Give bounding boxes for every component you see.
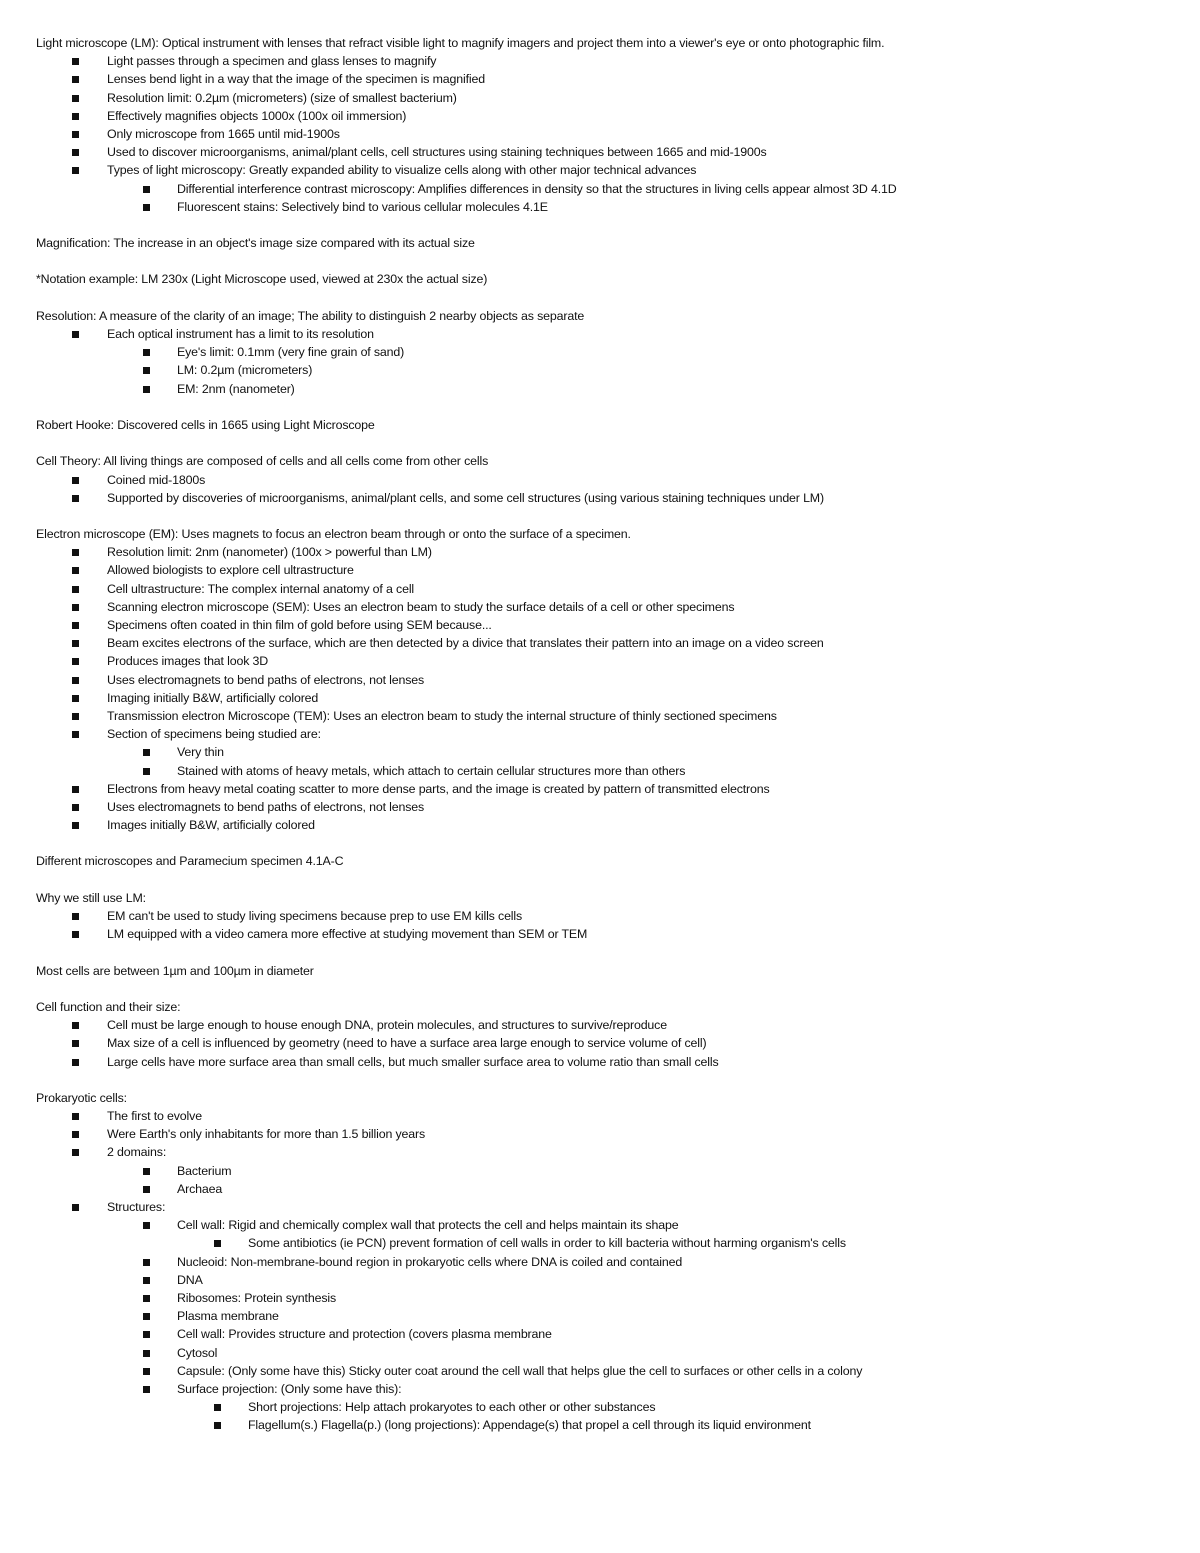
square-bullet-icon bbox=[143, 1277, 150, 1284]
line-text: Imaging initially B&W, artificially colored bbox=[107, 690, 319, 705]
line-text: Transmission electron Microscope (TEM): Uses an electron beam to study the internal structure of thinly sectioned specimens bbox=[107, 708, 777, 723]
square-bullet-icon bbox=[143, 386, 150, 393]
heading-line bbox=[36, 852, 1176, 870]
square-bullet-icon bbox=[72, 931, 79, 938]
line-text: LM equipped with a video camera more effective at studying movement than SEM or TEM bbox=[107, 927, 588, 942]
square-bullet-icon bbox=[143, 768, 150, 775]
square-bullet-icon bbox=[143, 1368, 150, 1375]
line-text: Large cells have more surface area than small cells, but much smaller surface area to volume ratio than small cells bbox=[107, 1054, 719, 1069]
square-bullet-icon bbox=[143, 1168, 150, 1175]
line-text: Capsule: (Only some have this) Sticky outer coat around the cell wall that helps glue the cell to surfaces or other cells in a colony bbox=[177, 1363, 863, 1378]
bullet-item-level-1 bbox=[36, 89, 1176, 107]
line-text: Produces images that look 3D bbox=[107, 654, 269, 669]
line-text: Most cells are between 1µm and 100µm in diameter bbox=[36, 963, 314, 978]
square-bullet-icon bbox=[143, 1313, 150, 1320]
line-text: Cytosol bbox=[177, 1345, 218, 1360]
square-bullet-icon bbox=[72, 677, 79, 684]
bullet-item-level-1 bbox=[36, 125, 1176, 143]
square-bullet-icon bbox=[143, 1350, 150, 1357]
square-bullet-icon bbox=[72, 1113, 79, 1120]
square-bullet-icon bbox=[72, 113, 79, 120]
line-text: Cell function and their size: bbox=[36, 999, 181, 1014]
bullet-item-level-1 bbox=[36, 707, 1176, 725]
line-text: Lenses bend light in a way that the image of the specimen is magnified bbox=[107, 72, 485, 87]
bullet-item-level-2 bbox=[36, 1344, 1176, 1362]
bullet-item-level-2 bbox=[36, 180, 1176, 198]
heading-line bbox=[36, 416, 1176, 434]
bullet-item-level-2 bbox=[36, 343, 1176, 361]
bullet-item-level-1 bbox=[36, 652, 1176, 670]
blank-line bbox=[36, 398, 1176, 416]
blank-line bbox=[36, 1071, 1176, 1089]
bullet-item-level-1 bbox=[36, 143, 1176, 161]
bullet-item-level-1 bbox=[36, 70, 1176, 88]
line-text: Plasma membrane bbox=[177, 1309, 279, 1324]
line-text: Each optical instrument has a limit to its resolution bbox=[107, 327, 374, 341]
line-text: Resolution limit: 2nm (nanometer) (100x > powerful than LM) bbox=[107, 545, 432, 560]
square-bullet-icon bbox=[143, 1186, 150, 1193]
line-text: Light passes through a specimen and glass lenses to magnify bbox=[107, 54, 437, 69]
bullet-item-level-2 bbox=[36, 1362, 1176, 1380]
blank-line bbox=[36, 871, 1176, 889]
line-text: Bacterium bbox=[177, 1163, 232, 1178]
line-text: Were Earth's only inhabitants for more than 1.5 billion years bbox=[107, 1127, 426, 1142]
square-bullet-icon bbox=[214, 1422, 221, 1429]
square-bullet-icon bbox=[143, 1259, 150, 1266]
blank-line bbox=[36, 980, 1176, 998]
line-text: Cell ultrastructure: The complex internal anatomy of a cell bbox=[107, 581, 415, 596]
line-text: LM: 0.2µm (micrometers) bbox=[177, 363, 313, 378]
line-text: Eye's limit: 0.1mm (very fine grain of sand) bbox=[177, 345, 405, 360]
bullet-item-level-1 bbox=[36, 561, 1176, 579]
line-text: Prokaryotic cells: bbox=[36, 1090, 127, 1105]
bullet-item-level-2 bbox=[36, 380, 1176, 398]
blank-line bbox=[36, 434, 1176, 452]
bullet-item-level-1 bbox=[36, 671, 1176, 689]
bullet-item-level-1 bbox=[36, 471, 1176, 489]
square-bullet-icon bbox=[72, 167, 79, 174]
line-text: Cell wall: Provides structure and protection (covers plasma membrane bbox=[177, 1327, 552, 1342]
line-text: Light microscope (LM): Optical instrument with lenses that refract visible light to magnify imagers and project them into a viewer's eye or onto photographic film. bbox=[36, 36, 885, 50]
line-text: Ribosomes: Protein synthesis bbox=[177, 1290, 337, 1305]
square-bullet-icon bbox=[72, 604, 79, 611]
bullet-item-level-1 bbox=[36, 798, 1176, 816]
square-bullet-icon bbox=[72, 658, 79, 665]
blank-line bbox=[36, 943, 1176, 961]
bullet-item-level-1 bbox=[36, 52, 1176, 70]
square-bullet-icon bbox=[143, 186, 150, 193]
bullet-item-level-1 bbox=[36, 1143, 1176, 1161]
square-bullet-icon bbox=[72, 95, 79, 102]
square-bullet-icon bbox=[72, 1059, 79, 1066]
blank-line bbox=[36, 507, 1176, 525]
line-text: Section of specimens being studied are: bbox=[107, 727, 321, 742]
square-bullet-icon bbox=[72, 495, 79, 502]
line-text: Short projections: Help attach prokaryotes to each other or other substances bbox=[248, 1400, 656, 1415]
bullet-item-level-1 bbox=[36, 325, 1176, 343]
square-bullet-icon bbox=[72, 1131, 79, 1138]
heading-line bbox=[36, 234, 1176, 252]
bullet-item-level-2 bbox=[36, 1307, 1176, 1325]
line-text: DNA bbox=[177, 1272, 203, 1287]
line-text: Uses electromagnets to bend paths of electrons, not lenses bbox=[107, 799, 425, 814]
line-text: Structures: bbox=[107, 1200, 166, 1214]
line-text: Scanning electron microscope (SEM): Uses an electron beam to study the surface details of a cell or other specimens bbox=[107, 599, 735, 614]
bullet-item-level-1 bbox=[36, 580, 1176, 598]
blank-line bbox=[36, 216, 1176, 234]
square-bullet-icon bbox=[72, 822, 79, 829]
line-text: Electron microscope (EM): Uses magnets to focus an electron beam through or onto the surface of a specimen. bbox=[36, 527, 631, 542]
heading-line bbox=[36, 998, 1176, 1016]
bullet-item-level-2 bbox=[36, 1180, 1176, 1198]
line-text: Resolution: A measure of the clarity of an image; The ability to distinguish 2 nearby objects as separate bbox=[36, 308, 585, 323]
line-text: Used to discover microorganisms, animal/plant cells, cell structures using staining techniques between 1665 and mid-1900s bbox=[107, 145, 767, 160]
bullet-item-level-1 bbox=[36, 634, 1176, 652]
bullet-item-level-2 bbox=[36, 762, 1176, 780]
line-text: Cell Theory: All living things are composed of cells and all cells come from other cells bbox=[36, 454, 489, 469]
heading-line bbox=[36, 34, 1176, 52]
bullet-item-level-3 bbox=[36, 1398, 1176, 1416]
line-text: Effectively magnifies objects 1000x (100x oil immersion) bbox=[107, 108, 407, 123]
heading-line bbox=[36, 1089, 1176, 1107]
bullet-item-level-1 bbox=[36, 725, 1176, 743]
line-text: Nucleoid: Non-membrane-bound region in prokaryotic cells where DNA is coiled and contained bbox=[177, 1254, 683, 1269]
bullet-item-level-1 bbox=[36, 1016, 1176, 1034]
heading-line bbox=[36, 525, 1176, 543]
line-text: Differential interference contrast microscopy: Amplifies differences in density so that the structures in living cells appear almost 3D 4.1D bbox=[177, 181, 897, 196]
bullet-item-level-2 bbox=[36, 1216, 1176, 1234]
square-bullet-icon bbox=[72, 331, 79, 338]
line-text: Electrons from heavy metal coating scatter to more dense parts, and the image is created by pattern of transmitted electrons bbox=[107, 781, 770, 796]
line-text: Types of light microscopy: Greatly expanded ability to visualize cells along with other major technical advances bbox=[107, 163, 697, 178]
bullet-item-level-1 bbox=[36, 107, 1176, 125]
blank-line bbox=[36, 834, 1176, 852]
square-bullet-icon bbox=[72, 713, 79, 720]
square-bullet-icon bbox=[72, 913, 79, 920]
square-bullet-icon bbox=[72, 1040, 79, 1047]
line-text: Fluorescent stains: Selectively bind to various cellular molecules 4.1E bbox=[177, 199, 548, 214]
line-text: Surface projection: (Only some have this): bbox=[177, 1381, 402, 1396]
square-bullet-icon bbox=[72, 149, 79, 156]
bullet-item-level-2 bbox=[36, 1325, 1176, 1343]
square-bullet-icon bbox=[72, 477, 79, 484]
square-bullet-icon bbox=[72, 786, 79, 793]
square-bullet-icon bbox=[72, 131, 79, 138]
line-text: Supported by discoveries of microorganisms, animal/plant cells, and some cell structures (using various staining techniques under LM) bbox=[107, 490, 824, 505]
blank-line bbox=[36, 252, 1176, 270]
square-bullet-icon bbox=[143, 204, 150, 211]
square-bullet-icon bbox=[72, 804, 79, 811]
bullet-item-level-2 bbox=[36, 1162, 1176, 1180]
square-bullet-icon bbox=[72, 622, 79, 629]
line-text: Flagellum(s.) Flagella(p.) (long projections): Appendage(s) that propel a cell through its liquid environment bbox=[248, 1418, 811, 1433]
line-text: EM: 2nm (nanometer) bbox=[177, 381, 295, 396]
square-bullet-icon bbox=[72, 1149, 79, 1156]
bullet-item-level-2 bbox=[36, 1380, 1176, 1398]
line-text: *Notation example: LM 230x (Light Microscope used, viewed at 230x the actual size) bbox=[36, 272, 488, 287]
bullet-item-level-1 bbox=[36, 489, 1176, 507]
bullet-item-level-1 bbox=[36, 925, 1176, 943]
square-bullet-icon bbox=[214, 1404, 221, 1411]
line-text: Uses electromagnets to bend paths of electrons, not lenses bbox=[107, 672, 425, 687]
bullet-item-level-1 bbox=[36, 907, 1176, 925]
line-text: 2 domains: bbox=[107, 1145, 167, 1160]
line-text: Some antibiotics (ie PCN) prevent formation of cell walls in order to kill bacteria without harming organism's cells bbox=[248, 1236, 846, 1251]
bullet-item-level-2 bbox=[36, 361, 1176, 379]
bullet-item-level-3 bbox=[36, 1234, 1176, 1252]
bullet-item-level-1 bbox=[36, 780, 1176, 798]
bullet-item-level-2 bbox=[36, 198, 1176, 216]
square-bullet-icon bbox=[72, 586, 79, 593]
bullet-item-level-2 bbox=[36, 1289, 1176, 1307]
heading-line bbox=[36, 270, 1176, 288]
line-text: Magnification: The increase in an object's image size compared with its actual size bbox=[36, 236, 475, 251]
square-bullet-icon bbox=[72, 58, 79, 65]
line-text: Specimens often coated in thin film of gold before using SEM because... bbox=[107, 618, 492, 632]
line-text: The first to evolve bbox=[107, 1109, 202, 1124]
bullet-item-level-1 bbox=[36, 1053, 1176, 1071]
line-text: Beam excites electrons of the surface, which are then detected by a divice that translates their pattern into an image on a video screen bbox=[107, 636, 824, 651]
square-bullet-icon bbox=[143, 367, 150, 374]
line-text: Allowed biologists to explore cell ultrastructure bbox=[107, 563, 354, 578]
bullet-item-level-2 bbox=[36, 743, 1176, 761]
square-bullet-icon bbox=[143, 1386, 150, 1393]
square-bullet-icon bbox=[143, 1295, 150, 1302]
line-text: Robert Hooke: Discovered cells in 1665 using Light Microscope bbox=[36, 417, 375, 432]
heading-line bbox=[36, 452, 1176, 470]
square-bullet-icon bbox=[72, 1022, 79, 1029]
line-text: Why we still use LM: bbox=[36, 890, 146, 905]
line-text: Stained with atoms of heavy metals, which attach to certain cellular structures more than others bbox=[177, 763, 686, 778]
blank-line bbox=[36, 289, 1176, 307]
line-text: Max size of a cell is influenced by geometry (need to have a surface area large enough to service volume of cell) bbox=[107, 1036, 707, 1051]
line-text: Very thin bbox=[177, 745, 224, 760]
heading-line bbox=[36, 889, 1176, 907]
heading-line bbox=[36, 962, 1176, 980]
square-bullet-icon bbox=[72, 640, 79, 647]
line-text: Cell must be large enough to house enough DNA, protein molecules, and structures to survive/reproduce bbox=[107, 1018, 667, 1033]
square-bullet-icon bbox=[143, 349, 150, 356]
square-bullet-icon bbox=[72, 731, 79, 738]
bullet-item-level-2 bbox=[36, 1253, 1176, 1271]
bullet-item-level-1 bbox=[36, 1125, 1176, 1143]
bullet-item-level-1 bbox=[36, 1198, 1176, 1216]
square-bullet-icon bbox=[72, 1204, 79, 1211]
square-bullet-icon bbox=[72, 567, 79, 574]
bullet-item-level-1 bbox=[36, 598, 1176, 616]
bullet-item-level-1 bbox=[36, 543, 1176, 561]
line-text: Resolution limit: 0.2µm (micrometers) (size of smallest bacterium) bbox=[107, 90, 457, 105]
line-text: Images initially B&W, artificially colored bbox=[107, 818, 315, 833]
line-text: Only microscope from 1665 until mid-1900s bbox=[107, 126, 340, 141]
bullet-item-level-1 bbox=[36, 816, 1176, 834]
square-bullet-icon bbox=[143, 1222, 150, 1229]
bullet-item-level-3 bbox=[36, 1416, 1176, 1434]
bullet-item-level-1 bbox=[36, 1034, 1176, 1052]
bullet-item-level-2 bbox=[36, 1271, 1176, 1289]
bullet-item-level-1 bbox=[36, 689, 1176, 707]
square-bullet-icon bbox=[72, 549, 79, 556]
bullet-item-level-1 bbox=[36, 616, 1176, 634]
line-text: Different microscopes and Paramecium specimen 4.1A-C bbox=[36, 854, 344, 869]
bullet-item-level-1 bbox=[36, 161, 1176, 179]
square-bullet-icon bbox=[143, 1331, 150, 1338]
line-text: Archaea bbox=[177, 1181, 223, 1196]
document-body bbox=[36, 34, 1176, 1434]
line-text: EM can't be used to study living specimens because prep to use EM kills cells bbox=[107, 909, 523, 923]
square-bullet-icon bbox=[72, 695, 79, 702]
line-text: Coined mid-1800s bbox=[107, 472, 206, 487]
square-bullet-icon bbox=[72, 76, 79, 83]
square-bullet-icon bbox=[143, 749, 150, 756]
heading-line bbox=[36, 307, 1176, 325]
bullet-item-level-1 bbox=[36, 1107, 1176, 1125]
line-text: Cell wall: Rigid and chemically complex wall that protects the cell and helps maintain its shape bbox=[177, 1218, 679, 1233]
square-bullet-icon bbox=[214, 1240, 221, 1247]
